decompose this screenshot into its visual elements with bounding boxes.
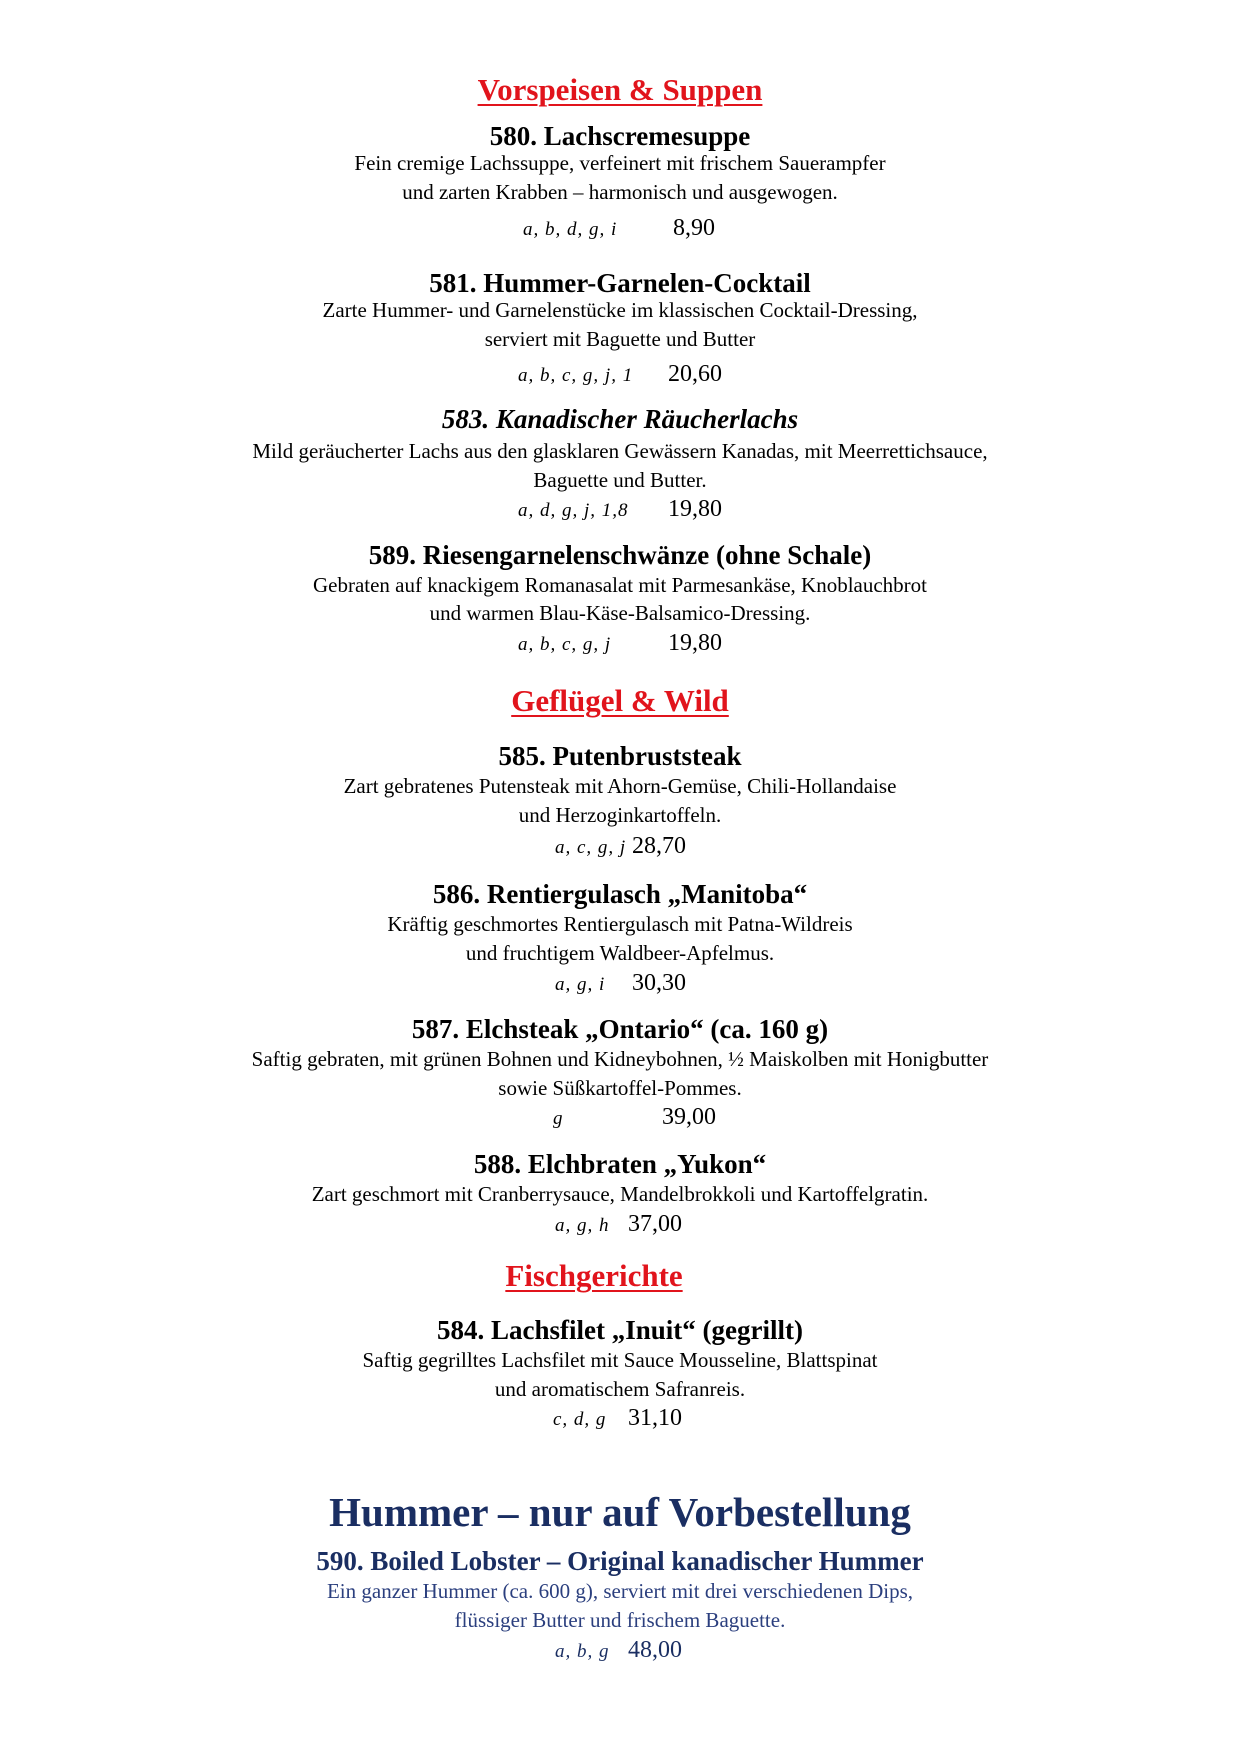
allergen-codes: a, c, g, j: [555, 837, 627, 858]
allergen-codes: a, b, d, g, i: [523, 219, 618, 240]
dish-price: 19,80: [668, 630, 722, 656]
dish-description: serviert mit Baguette und Butter: [484, 327, 756, 351]
dish-title: 590. Boiled Lobster – Original kanadischer Hummer: [316, 1546, 924, 1576]
price-row: [0, 1637, 1240, 1667]
dish-price: 20,60: [668, 361, 722, 387]
dish-price: 39,00: [662, 1104, 716, 1130]
dish-description: Kräftig geschmortes Rentiergulasch mit Patna-Wildreis: [387, 912, 853, 936]
price-row: [0, 833, 1240, 863]
dish-title: 584. Lachsfilet „Inuit“ (gegrillt): [437, 1315, 803, 1345]
dish-description: Zart gebratenes Putensteak mit Ahorn-Gemüse, Chili-Hollandaise: [343, 774, 897, 798]
price-row: [0, 970, 1240, 1000]
dish-description: und zarten Krabben – harmonisch und ausgewogen.: [402, 180, 838, 204]
dish-title: 583. Kanadischer Räucherlachs: [441, 404, 799, 434]
price-row: [0, 361, 1240, 391]
dish-description: Mild geräucherter Lachs aus den glasklaren Gewässern Kanadas, mit Meerrettichsauce,: [252, 439, 988, 463]
price-row: [0, 1405, 1240, 1435]
allergen-codes: g: [553, 1108, 564, 1129]
allergen-codes: a, b, c, g, j, 1: [518, 365, 634, 386]
price-row: [0, 496, 1240, 526]
dish-title: 585. Putenbruststeak: [498, 741, 742, 771]
dish-description: Saftig gebraten, mit grünen Bohnen und Kidneybohnen, ½ Maiskolben mit Honigbutter: [251, 1047, 989, 1071]
lobster-heading: Hummer – nur auf Vorbestellung: [329, 1489, 911, 1535]
dish-title: 581. Hummer-Garnelen-Cocktail: [429, 268, 811, 298]
price-row: [0, 215, 1240, 245]
dish-description: und aromatischem Safranreis.: [494, 1377, 746, 1401]
allergen-codes: a, b, g: [555, 1641, 610, 1662]
dish-title: 588. Elchbraten „Yukon“: [473, 1149, 767, 1179]
price-row: [0, 1211, 1240, 1241]
dish-description: und fruchtigem Waldbeer-Apfelmus.: [465, 941, 775, 965]
dish-title: 587. Elchsteak „Ontario“ (ca. 160 g): [411, 1014, 829, 1044]
dish-price: 28,70: [632, 833, 686, 859]
dish-price: 31,10: [628, 1405, 682, 1431]
section-title-vorspeisen: Vorspeisen & Suppen: [477, 72, 763, 107]
dish-description: flüssiger Butter und frischem Baguette.: [454, 1608, 786, 1632]
dish-description: und Herzoginkartoffeln.: [518, 803, 722, 827]
dish-description: Fein cremige Lachssuppe, verfeinert mit frischem Sauerampfer: [354, 151, 886, 175]
dish-title: 586. Rentiergulasch „Manitoba“: [432, 879, 808, 909]
dish-description: Zarte Hummer- und Garnelenstücke im klassischen Cocktail-Dressing,: [322, 298, 918, 322]
dish-price: 30,30: [632, 970, 686, 996]
dish-description: Gebraten auf knackigem Romanasalat mit Parmesankäse, Knoblauchbrot: [312, 573, 928, 597]
dish-description: Ein ganzer Hummer (ca. 600 g), serviert mit drei verschiedenen Dips,: [326, 1579, 914, 1603]
price-row: [0, 630, 1240, 660]
dish-description: Zart geschmort mit Cranberrysauce, Mandelbrokkoli und Kartoffelgratin.: [311, 1182, 929, 1206]
price-row: [0, 1104, 1240, 1134]
dish-price: 19,80: [668, 496, 722, 522]
section-title-fischgerichte: Fischgerichte: [505, 1258, 683, 1293]
dish-description: und warmen Blau-Käse-Balsamico-Dressing.: [429, 601, 811, 625]
allergen-codes: a, b, c, g, j: [518, 634, 612, 655]
dish-title: 580. Lachscremesuppe: [489, 121, 751, 151]
dish-price: 37,00: [628, 1211, 682, 1237]
dish-title: 589. Riesengarnelenschwänze (ohne Schale): [368, 540, 872, 570]
allergen-codes: a, g, h: [555, 1215, 610, 1236]
allergen-codes: c, d, g: [553, 1409, 607, 1430]
dish-description: sowie Süßkartoffel-Pommes.: [498, 1076, 742, 1100]
allergen-codes: a, g, i: [555, 974, 606, 995]
dish-description: Baguette und Butter.: [533, 468, 707, 492]
dish-price: 8,90: [673, 215, 715, 241]
dish-price: 48,00: [628, 1637, 682, 1663]
dish-description: Saftig gegrilltes Lachsfilet mit Sauce Mousseline, Blattspinat: [362, 1348, 878, 1372]
section-title-gefluegel: Geflügel & Wild: [511, 683, 729, 718]
allergen-codes: a, d, g, j, 1,8: [518, 500, 629, 521]
